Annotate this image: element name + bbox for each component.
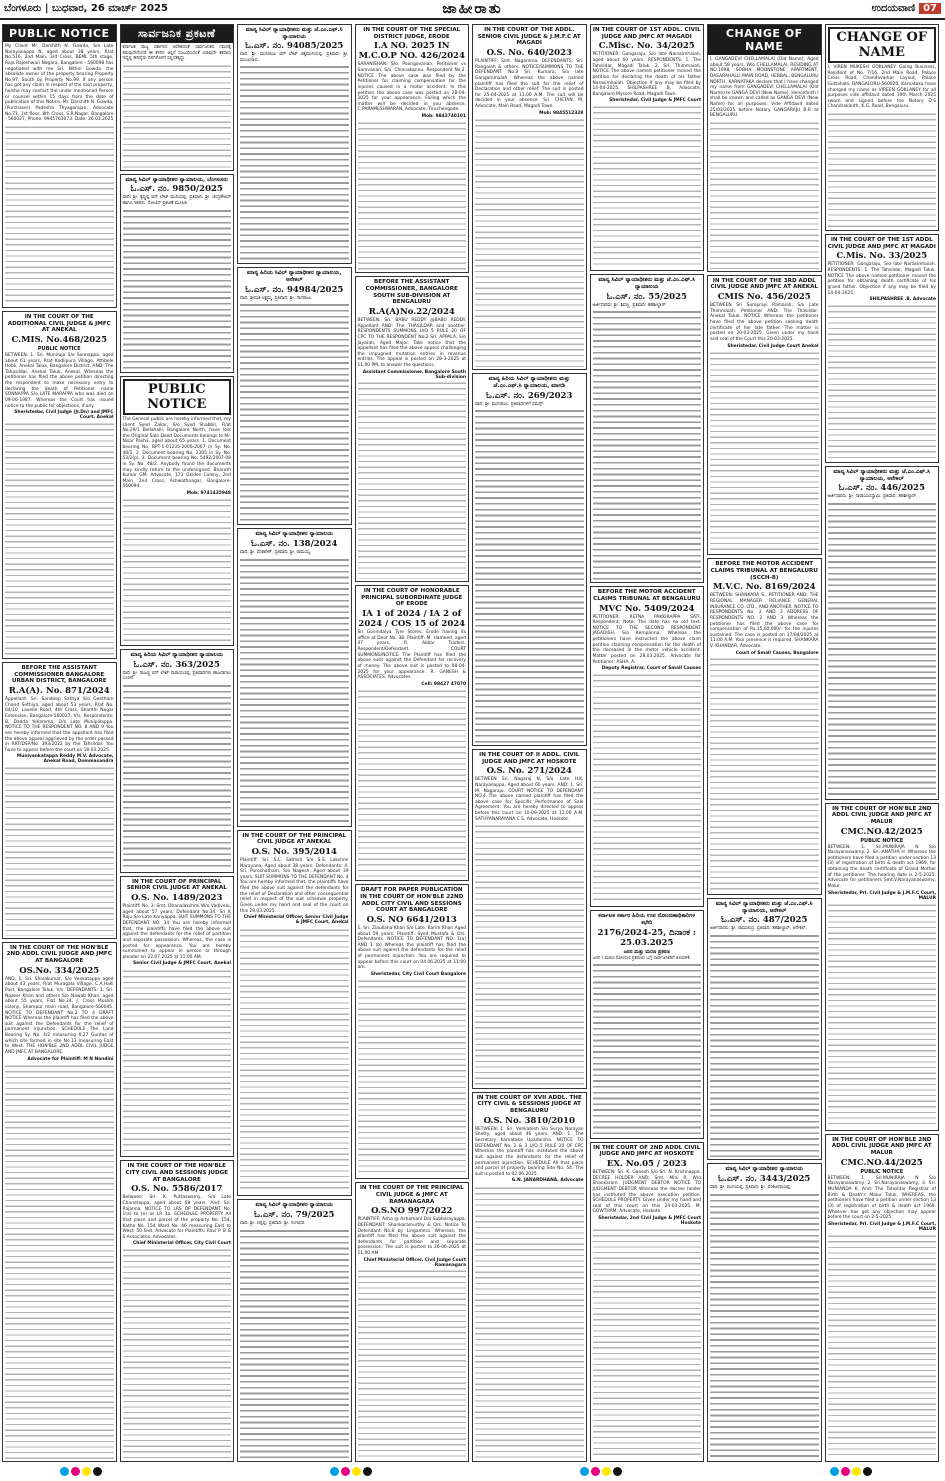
court-name: IN THE COURT OF 2ND ADDL CIVIL JUDGE AND JMFC AT HOSKOTE	[593, 1144, 701, 1158]
notice-header: CHANGE OF NAME	[708, 25, 821, 55]
legal-notice	[355, 884, 470, 1179]
column-6	[590, 24, 705, 1462]
notice-body: I, GANGADEVI CHELLAMALAI (Old Name), Aged about 58 years, W/o CHELLAMALAI, RESIDING AT NO.1098, SOBHA MOONSTONE APARTMENT, DASARAHALLI MAIN ROAD, HEBBAL, BENGALURU NORTH, KARNATAKA declare that I have changed my name from GANGADEVI CHELLAMALAI (Old Name) to GANGA DEVI (New Name). Henceforth I shall be known and called as GANGA DEVI (New Name) for all purposes. Vide Affidavit dated 25/03/2025 before Notary GANGARAJU B.R at BENGALURU.	[710, 57, 819, 119]
legal-notice	[472, 24, 587, 370]
page-number: 07	[919, 3, 941, 14]
notice-body: BETWEEN: 1. Sri. Venkatesh S/o Surya Narayan Shetty, aged about 46 years. AND: 1. The Secretary Karnataka Upadarsha. NOTICE TO DEFENDANT No. 2 & 3 U/O 5 RULE 20 OF CPC Whereas the plaintiff has instituted the above suit against the defendants for the relief of permanent injunction. SCHEDULE All that piece and parcel of property bearing Site No. 54. The suit is posted to 02.06.2025.	[475, 1126, 584, 1177]
notice-fine-print	[358, 689, 467, 878]
notice-body: BETWEEN Sri Sumprayi Ramaiah, S/o Late Thimmaiah. Petitioner AND: The Thasildar, Anekal Taluk. NOTICE Whereas the petitioner have filed the above petition seeking death certificate of her late father. The matter is posted on 20-03-2025. Given under my hand and seal of the Court this 20-03-2025.	[710, 303, 819, 342]
notice-header: ಸಾರ್ವಜನಿಕ ಪ್ರಕಟಣೆ	[121, 25, 234, 43]
column-8	[825, 24, 940, 1462]
notice-body: Appellant: Sri. Sandeep Sathya S/o Geetham Chand Sethiya, aged about 53 years, R/at No. 64/10, Lavelle Road, 4th Cross, Shanthi Nagar Extension, Bangalore-560027. V/s. Respondents: B. Dadda Yellamma, D/o Late Munipillappa. NOTICE TO THE RESPONDENT NO. 8 AND 9 You are hereby informed that the appellant has filed the above appeal aggrieved by the order passed in RRT/DSP/No. 393/2022 by the Tahsildar. You have to appear before the court on 18.03.2025.	[5, 697, 114, 753]
notice-fine-print	[828, 1234, 937, 1459]
notice-signature: Chief Ministerial Officer, Senior Civil Judge & JMFC Court, Anekal	[243, 915, 349, 926]
column-1	[2, 24, 117, 1462]
notice-signature: Sheristedar, Civil Judge (Jr.Dn) and JMFC Court, Anekal	[14, 410, 114, 421]
registration-marks-right	[830, 1467, 872, 1476]
notice-fine-print	[5, 125, 114, 305]
notice-body: BETWEEN: SHANKARA S., PETITIONER AND: THE REGIONAL MANAGER RELIANCE GENERAL INSURANCE CO. LTD., AND ANOTHER. NOTICE TO RESPONDENTS No. 2 AND 3 ADDRESS OF RESPONDENTS NO. 2 AND 3 Whereas the petitioner has filed the above case for compensation of Rs.15,00,000/- for the injuries sustained. The case is posted on 17/04/2025 at 11:00 A.M. Your presence is required. SHANKARA V. KHANDAR, Advocate.	[710, 593, 819, 650]
case-number: O.S.NO 997/2022	[371, 1206, 453, 1217]
notice-fine-print	[710, 657, 819, 891]
court-name: IN THE COURT OF THE SPECIAL DISTRICT JUDGE, ERODE	[363, 27, 461, 40]
paper-name: ಉದಯವಾಣಿ	[871, 3, 916, 14]
notice-body: PETITIONER: RETNA PAKKIRAPPA SATI. Respondent: Note: The date has no old text. NOTICE TO THE SECOND RESPONDENT JAGADISH, S/o Kempanna. Whereas the petitioners have instructed the above claim petition claiming compensation for the death of the deceased in the motor vehicle accident. Matter posted on 28.03.2025. Advocate for Petitioner: ASHA. A.	[592, 614, 701, 665]
legal-notice	[825, 234, 940, 463]
masthead-date: ಬೆಂಗಳೂರು | ಬುಧವಾರ, 26 ಮಾರ್ಚ್ 2025	[4, 3, 168, 14]
legal-notice	[237, 830, 352, 1196]
legal-notice	[2, 24, 117, 308]
court-name: IN THE COURT OF THE ADDL. SENIOR CIVIL JUDGE & J.M.F.C AT MAGADI	[477, 27, 581, 47]
notice-fine-print	[710, 1193, 819, 1459]
notice-body: PETITIONER: Gangaraju, S/o late Narasimhaiah. RESPONDENTS: 1. The Tahsildar, Magadi Taluk. NOTICE The above named petitioner moved the petition for obtaining death certificate of his grand father. Objection if any may be filed by 14-04-2025.	[827, 262, 936, 296]
notice-fine-print	[475, 118, 584, 367]
registration-dot	[71, 1467, 80, 1476]
notice-body: ವಾದಿ: ಶ್ರೀ. ಕೃಷ್ಣಪ್ಪ ಬಿನ್ ಲೇಟ್ ಮುನಿಯಪ್ಪ. ಪ್ರತಿವಾದಿ: ಶ್ರೀ. ಚಂದ್ರಶೇಖರ್ ಹಾಗೂ ಇತರರು. ನೋಟಿಸ್ ಪ್ರಕಟಣೆ ಮೂಲಕ.	[122, 195, 231, 206]
case-number: ಓ.ಎಸ್. ನಂ. 79/2025	[254, 1209, 335, 1220]
notice-fine-print	[358, 381, 467, 579]
court-name: BEFORE THE MOTOR ACCIDENT CLAIMS TRIBUNAL AT BENGALURU (SCCH-8)	[710, 561, 818, 581]
court-name: DRAFT FOR PAPER PUBLICATION IN THE COURT OF HON'BLE 22ND ADDL CITY CIVIL AND SESSIONS COURT AT BANGALORE	[360, 887, 464, 914]
notice-body: 1. Sri. Ziaullaha Khan S/o Late. Karim Khan Aged about 59 years. Plaintiff. Syed Mustafa & Ors. Defendants. NOTICE TO DEFENDANT NO. 1(a) AND 1 (b) Whereas the plaintiff has filed the above suit against the defendants for the relief of permanent injunction. You are required to appear before this court on 04.06.2025 at 11:00 am.	[357, 925, 466, 971]
case-number: ಓ.ಎಸ್. ನಂ. 94085/2025	[245, 41, 344, 52]
notice-fine-print	[358, 1269, 467, 1459]
notice-subheading: ಜನನ ಮತ್ತು ಮರಣ ಪ್ರಕರಣ	[623, 948, 670, 955]
legal-notice	[707, 275, 822, 556]
notice-body: PLAINTIFF: Smt. Nagamma. DEFENDANTS: Sri. Rangaiah & others. NOTICE/SUMMONS TO THE DEFENDANT No.3 Sri. Kumara, S/o late Gangammaiah. Whereas the above named plaintiff has filed the suit for the relief of Declaration and other relief. The suit is posted for 25-04-2025 at 11.00 A.M. The suit will be decided in your absence. Sri. CHETAN. M, Advocate, Main Road, Magadi Town.	[475, 59, 584, 110]
court-name: IN THE COURT OF THE ADDITIONAL CIVIL JUDGE & JMFC AT ANEKAL	[7, 313, 111, 334]
notice-fine-print	[593, 310, 702, 580]
court-name: IN THE COURT OF THE 1ST ADDL CIVIL JUDGE AND JMFC AT MAGADI	[827, 237, 936, 250]
notice-fine-print	[475, 824, 584, 1086]
notice-fine-print	[828, 903, 937, 1128]
notice-signature: SHILPASHREE .B, Advocate	[869, 297, 936, 303]
notice-body: ವಾದಿ: ಶ್ರೀ. ರಾಜಣ್ಣ ಬಿನ್ ಲೇಟ್ ನಾರಾಯಣಪ್ಪ. ಪ್ರತಿವಾದಿಗಳು ಹಾಜರಾಗಲು ಸೂಚನೆ.	[122, 670, 231, 682]
court-name: IN THE COURT OF THE 3RD ADDL CIVIL JUDGE AND JMFC AT ANEKAL	[710, 277, 819, 291]
registration-marks-center-left	[330, 1467, 372, 1476]
notice-signature: Court of Small Causes, Bangalore	[735, 650, 819, 656]
notice-fine-print	[240, 1229, 349, 1459]
notice-body: ವಾದಿ: ಶ್ರೀಮತಿ ಲಕ್ಷ್ಮಮ್ಮ. ಪ್ರತಿವಾದಿ: ಶ್ರೀ. ನಾಗರಾಜು.	[240, 295, 313, 301]
court-name: ಮಾನ್ಯ ಸಿವಿಲ್ ನ್ಯಾಯಾಧೀಶರ ನ್ಯಾಯಾಲಯ	[255, 1201, 334, 1208]
notice-subheading: PUBLIC NOTICE	[37, 345, 81, 352]
case-number: O.S. No. 3810/2010	[483, 1115, 575, 1126]
notice-signature: Sheristedar, Civil Judge Court Anekal	[727, 343, 819, 349]
case-number: R.A(A). No. 871/2024	[8, 686, 110, 697]
court-name: IN THE COURT OF THE PRINCIPAL CIVIL JUDGE AT ANEKAL	[242, 832, 347, 846]
notice-fine-print	[240, 928, 349, 1193]
column-3	[237, 24, 352, 1462]
case-number: O.S. NO 6641/2013	[366, 914, 457, 925]
legal-notice	[707, 24, 822, 272]
notice-header: PUBLIC NOTICE	[3, 25, 116, 42]
notice-fine-print	[475, 1186, 584, 1459]
court-name: IN THE COURT OF XVII ADDL. THE CITY CIVIL & SESSIONS JUDGE AT BENGALURU	[476, 1094, 582, 1115]
notice-fine-print	[123, 209, 232, 370]
court-name: IN THE COURT OF THE HON'BLE 2ND ADDL CIVIL JUDGE AND JMFC AT BANGALORE	[6, 944, 112, 965]
notice-signature: G.N. JANARDHANA, Advocate	[511, 1178, 584, 1184]
court-name: ಮಾನ್ಯ ಸಿವಿಲ್ ನ್ಯಾಯಾಧೀಶರು ಮತ್ತು ಜೆ.ಎಂ.ಎಫ್.ಸಿ ನ್ಯಾಯಾಲಯ, ಆನೇಕಲ್	[715, 900, 813, 914]
legal-notice	[472, 749, 587, 1089]
notice-body: Plaintiff: Sri. S.L. Sathish S/o S.S. Lakshmi Narayana, Aged about 38 years. Defendants: 4. Sri. Puroshotham, S/o Nagesh, Aged about 39 years. SUIT SUMMONS TO THE DEFENDANT No. 4 You are hereby informed that, the plaintiffs have filed the above suit against the defendants for the relief of Declaration and other consequential relief in respect of the suit schedule property. Given under my hand and seal of the court on this 29.03.2025.	[240, 857, 349, 914]
court-name: IN THE COURT OF II ADDL. CIVIL JUDGE AND JMFC AT HOSKOTE	[479, 751, 580, 765]
legal-notice	[825, 803, 940, 1131]
notice-body: PLAINTIFF: Asha @ Ashamani D/o Subbarayappa. DEFENDANT: Shankaramurthy & Ors. Notice To Defendant No.8 by Lingamma. Whereas, the plaintiff has filed the above suit against the defendants for partition and separate possession. The suit is posted to 26-06-2025 at 11.00 AM.	[357, 1217, 466, 1257]
case-number: ಓ.ಎಸ್. ನಂ. 94984/2025	[245, 284, 344, 295]
legal-notice	[120, 24, 235, 171]
legal-notice	[2, 662, 117, 939]
notice-signature: Cell: 98427 47070	[421, 681, 466, 687]
notice-header: PUBLIC NOTICE	[123, 379, 232, 415]
notice-fine-print	[358, 979, 467, 1176]
notice-body: Between: Sri. K. Puttaswamy, S/o Late Chandrappa, aged about 68 years. And: Sri. Rajanna. NOTICE TO LRS OF DEFENDANT No. 1(a) to (e) as LR 1a. SCHEDULE PROPERTY All that piece and parcel of the property No. 154, Katha No. 154 Ward No. 46 measuring East to West: 50 feet. Advocate for Plaintiffs: Ravi P. B & S Associates, Advocates.	[122, 1195, 231, 1240]
notice-body: ಕರ್ನಾಟಕ ರಾಜ್ಯ ಸರ್ಕಾರದ ಆದೇಶದಂತೆ ಸಾರ್ವಜನಿಕರ ಗಮನಕ್ಕೆ ತರುವುದೇನೆಂದರೆ ಈ ಕೆಳಗಿನ ಆಸ್ತಿಗೆ ಸಂಬಂಧಿಸಿದಂತೆ ಯಾವುದೇ ತಕರಾರು ಇದ್ದಲ್ಲಿ ಹದಿನೈದು ದಿನಗಳೊಳಗೆ ಸಲ್ಲಿಸತಕ್ಕದ್ದು.	[122, 45, 231, 62]
legal-notice	[590, 586, 705, 907]
notice-body: ಅರ್ಜಿದಾರರು: ಶ್ರೀ. ರಾಮಚಂದ್ರ. ಪ್ರತಿವಾದಿ: ತಹಶೀಲ್ದಾರ್, ಆನೇಕಲ್.	[710, 926, 808, 932]
case-number: 2176/2024-25, ದಿನಾಂಕ : 25.03.2025	[597, 927, 697, 948]
case-number: O.S. No. 640/2023	[486, 48, 572, 59]
classifieds-page	[2, 24, 943, 1462]
court-name: ಮಾನ್ಯ ಹಿರಿಯ ಸಿವಿಲ್ ನ್ಯಾಯಾಧೀಶರ ನ್ಯಾಯಾಲಯ, ಆನೇಕಲ್	[247, 270, 342, 284]
legal-notice	[120, 1160, 235, 1462]
notice-body: BETWEEN: Sri. BABU REDDY @BABU REDDY. Appellant AND: The THASILDAR and another. RESPONDENTS SUMMONS U/O 5 RULE 20 OF CPC TO THE RESPONDENT No.2 Sri. APPALA, S/o Jayarah, Aged Major. Take notice that the appellant has filed the above appeal challenging the impugned mutation entries in revenue entries. The appeal is posted on 28-3-2025 at 11.00 PM, to answer the questions.	[357, 318, 466, 369]
notice-fine-print	[240, 65, 349, 261]
case-number: C.MIS. No.468/2025	[11, 334, 107, 345]
court-name: ಮಾನ್ಯ ಸಿವಿಲ್ ನ್ಯಾಯಾಧೀಶರು ಮತ್ತು ಜೆ.ಎಂ.ಎಫ್.ಸಿ ನ್ಯಾಯಾಲಯ	[598, 277, 696, 290]
notice-signature: Mob: 9741435948	[186, 491, 231, 497]
notice-signature: Sheristedar, Civil Judge & JMFC Court	[609, 98, 701, 104]
case-number: ಓ.ಎಸ್. ನಂ. 446/2025	[838, 483, 925, 494]
legal-notice	[2, 311, 117, 659]
legal-notice	[707, 558, 822, 894]
case-number: I.A NO. 2025 IN M.C.O.P NO. 426/2024	[358, 41, 465, 62]
court-name: BEFORE THE MOTOR ACCIDENT CLAIMS TRIBUNAL AT BENGALURU	[593, 589, 701, 602]
notice-body: BETWEEN: 1. Sri.MUNIRAJA N S/o Narayanaswamy. 2. Sri. ANATHA H. Whereas the petitioners have filed a petition under section 13 (3) of registration of birth & death act 1969, for obtaining the death certificate of Grand Mother of the petitioner. The hearing date is 2-5-2025. Advocate for petitioners Smt.V.Narayanaswamy, Malur.	[827, 844, 936, 889]
notice-signature: Chief Ministerial Officer, City Civil Court	[132, 1241, 231, 1247]
notice-fine-print	[710, 121, 819, 269]
column-5	[472, 24, 587, 1462]
legal-notice	[825, 24, 940, 231]
notice-signature: Mob: 9845512328	[539, 110, 584, 116]
notice-signature: Sheristedar, 2nd Civil Judge & JMFC Court Hoskote	[598, 1216, 701, 1227]
court-name: ಕರ್ನಾಟಕ ಸರ್ಕಾರ ಹಿರಿಯ ಉಪ ನೋಂದಣಾಧಿಕಾರಿಗಳ ಕಛೇರಿ	[598, 913, 696, 926]
column-4	[355, 24, 470, 1462]
notice-fine-print	[710, 934, 819, 1157]
notice-body: Sri Govindaiya Tyre Stores, Erode having its office at Door No. 38. Plaintiff. M. Hameed, aged 47 years, R. Akbar Traders. Respondent/Defendant. COURT SUMMONS/NOTICE The Plaintiff has filed the above suits against the Defendant for recovery of money. The above suit is posted to 08-04-2025 for your appearance. R. GANESH & ASSOCIATES, Advocates.	[357, 630, 466, 681]
legal-notice	[590, 910, 705, 1139]
court-name: IN THE COURT OF HON'BLE 2ND ADDL CIVIL JUDGE AND JMFC AT MALUR	[831, 1136, 932, 1157]
notice-subheading: PUBLIC NOTICE	[860, 1168, 904, 1175]
notice-fine-print	[123, 64, 232, 168]
notice-fine-print	[593, 1228, 702, 1459]
court-name: IN THE COURT OF THE PRINCIPAL CIVIL JUDGE & JMFC AT RAMANAGARA	[359, 1185, 464, 1205]
column-2	[120, 24, 235, 1462]
notice-signature: Sheristedar, City Civil Court Bangalore	[370, 971, 466, 977]
legal-notice	[825, 466, 940, 800]
case-number: CMC.NO.42/2025	[840, 826, 923, 837]
case-number: C.Mis. No. 33/2025	[836, 251, 928, 262]
registration-dot	[841, 1467, 850, 1476]
legal-notice	[2, 942, 117, 1462]
legal-notice	[120, 174, 235, 373]
court-name: ಮಾನ್ಯ ಸಿವಿಲ್ ನ್ಯಾಯಾಧೀಶರು ಮತ್ತು ಜೆ.ಎಂ.ಎಫ್.ಸಿ ನ್ಯಾಯಾಲಯ	[245, 27, 343, 40]
court-name: ಮಾನ್ಯ ಸಿವಿಲ್ ನ್ಯಾಯಾಧೀಶರು ಮತ್ತು ಜೆ.ಎಂ.ಎಫ್.ಸಿ ನ್ಯಾಯಾಲಯ, ಆನೇಕಲ್	[833, 468, 931, 482]
case-number: CMC.NO.44/2025	[840, 1157, 923, 1168]
notice-body: BETWEEN: 1. Sri. Muniraju S/o Sonnappa, aged about 61 years, R/at Kodlipura Village, Attibele Hobli, Anekal Taluk, Bangalore District. AND: The Tahasildar, Anekal Taluk, Anekal. Whereas the petitioner has filed the above petition directing the respondent to make necessary entry to declaring the death of Petitioner name SONNAPPA S/o LATE MARAPPA who was died on 09-06-1987. Whereas the Court has issued notice to the public for objections, if any.	[5, 352, 114, 409]
notice-subheading: PUBLIC NOTICE	[860, 837, 904, 844]
notice-fine-print	[710, 351, 819, 553]
notice-signature: Deputy Registrar, Court of Small Causes	[601, 666, 701, 672]
notice-body: ವಾದಿ: ಶ್ರೀ. ಚನ್ನಪ್ಪ. ಪ್ರತಿವಾದಿ: ಶ್ರೀ. ಗಂಗಾಧರ.	[240, 1220, 306, 1226]
masthead-paper-name	[872, 3, 941, 14]
notice-body: ವಾದಿ: ಶ್ರೀ. ಮುನಿಯಪ್ಪ. ಪ್ರತಿವಾದಿ: ಶ್ರೀ. ವೆಂಕಟರಮಣಪ್ಪ.	[710, 1184, 792, 1190]
notice-body: ಜನನ / ಮರಣ ನೋಂದಣಿ ಪ್ರಕರಣದ ಬಗ್ಗೆ ಸಾರ್ವಜನಿಕರಿಗೆ ತಿಳುವಳಿಕೆ.	[592, 955, 691, 961]
print-footer	[0, 1463, 945, 1481]
case-number: ಓ.ಎಸ್. ನಂ. 138/2024	[251, 539, 338, 550]
case-number: IA 1 of 2024 / IA 2 of 2024 / COS 15 of 2024	[358, 609, 466, 630]
masthead-section-title: ಜಾಹೀರಾತು	[442, 1, 503, 17]
registration-dot	[352, 1467, 361, 1476]
notice-body: BETWEEN: Sri. K. Ganesh S/o Sri. N. Krishnappa. DECREE HOLDER AND: Smt. Mini R. W/o Shankaram. JUDGMENT DEBTOR NOTICE TO JUDGMENT DEBTOR Whereas the decree holder has instituted the above execution petition. SCHEDULE PROPERTY. Given under my hand and seal of this court on this 24-03-2025. M. GOWTHAM, Advocate, Hoskote.	[592, 1170, 701, 1215]
legal-notice	[237, 24, 352, 264]
registration-dot	[341, 1467, 350, 1476]
registration-dot	[60, 1467, 69, 1476]
registration-marks-center-right	[580, 1467, 622, 1476]
court-name: ಮಾನ್ಯ ಹಿರಿಯ ಸಿವಿಲ್ ನ್ಯಾಯಾಧೀಶರು ಮತ್ತು ಜೆ.ಎಂ.ಎಫ್.ಸಿ ನ್ಯಾಯಾಲಯ, ಮಾಗಡಿ	[488, 376, 570, 389]
case-number: O.S. No. 1489/2023	[131, 893, 223, 904]
legal-notice	[120, 649, 235, 873]
legal-notice	[707, 898, 822, 1160]
court-name: ಮಾನ್ಯ ಹಿರಿಯ ಸಿವಿಲ್ ನ್ಯಾಯಾಧೀಶರ ನ್ಯಾಯಾಲಯ	[130, 651, 223, 658]
court-name: BEFORE THE ASSISTANT COMMISSIONER, BANGALORE SOUTH SUB-DIVISION AT BENGALURU	[365, 279, 458, 306]
case-number: EX. No.05 / 2023	[606, 1159, 687, 1170]
legal-notice	[590, 274, 705, 583]
notice-fine-print	[5, 766, 114, 936]
notice-fine-print	[358, 121, 467, 270]
notice-fine-print	[828, 112, 937, 228]
notice-body: I, VIREN MUKESH GOKLANEY Going Business, Resident of No. 7/16, 2nd Main Road, Palace Cross Road, Chandavarkar Layout, Palace Guttahalli, BANGALORU-560020, Karnataka have changed my name as VIREEN GOKLANEY for all purposes vide affidavit dated 19th March 2025 sworn and signed before the Notary D.S Chandrakanth, K.G. Road, Bengaluru.	[827, 65, 936, 110]
notice-body: ವಾದಿ: ಶ್ರೀ. ಮುನಿರಾಜು. ಪ್ರತಿವಾದಿಗಳಿಗೆ ಸಮನ್ಸ್.	[475, 401, 545, 407]
legal-notice	[237, 267, 352, 525]
registration-dot	[330, 1467, 339, 1476]
case-number: M.V.C. No. 8169/2024	[712, 582, 816, 593]
notice-header: CHANGE OF NAME	[828, 27, 937, 63]
court-name: IN THE COURT OF PRINCIPAL SENIOR CIVIL JUDGE AT ANEKAL	[126, 878, 227, 892]
legal-notice	[707, 1163, 822, 1462]
court-name: IN THE COURT OF HONORABLE PRINCIPAL SUBORDINATE JUDGE OF ERODE	[361, 588, 463, 608]
notice-signature: Sheristedar, Prl. Civil Judge & J.M.F.C Court, MALUR	[828, 1221, 936, 1232]
registration-dot	[82, 1467, 91, 1476]
notice-body: The General public are hereby informed that, my client Syed Zakar, S/o Syed Shabbir, R/at No.29/1 Bellahalli, Bangalore North, have lost the Original Sale Deed Documents belongs to Mr. Nisar Pasha, aged about 65 years. 1. Document bearing No. BPT-1-01235-2006-2007 in Sy. No. 48/1. 2. Document bearing No. 2305 in Sy. No. 53/2(p). 3. Document bearing No. 5492/2007-08 in Sy. No. 48/2. Anybody found the documents may kindly return to the undersigned. Bharath Kumar GM, Advocate, 173 Oxides Colony, 2nd Main, 2nd Cross, Ashwathnagar, Bangalore-560094.	[122, 416, 231, 490]
column-7	[707, 24, 822, 1462]
case-number: ಓ.ಎಸ್. ನಂ. 487/2025	[721, 915, 808, 926]
court-name: IN THE COURT OF THE HON'BLE CITY CIVIL AND SESSIONS JUDGE AT BANGALORE	[125, 1163, 229, 1183]
case-number: O.S. No. 395/2014	[251, 846, 337, 857]
notice-signature: Sheristedar, Prl. Civil Judge & J.M.F.C Court, MALUR	[828, 890, 936, 901]
registration-dot	[863, 1467, 872, 1476]
legal-notice	[472, 1092, 587, 1462]
court-name: ಮಾನ್ಯ ಸಿವಿಲ್ ನ್ಯಾಯಾಧೀಶರ ನ್ಯಾಯಾಲಯ	[255, 531, 334, 538]
legal-notice	[355, 585, 470, 881]
court-name: BEFORE THE ASSISTANT COMMISSIONER BANGALORE URBAN DISTRICT, BANGALORE	[11, 665, 107, 685]
case-number: O.S. No. 271/2024	[486, 766, 572, 777]
legal-notice	[825, 1134, 940, 1462]
case-number: R.A(A)No.22/2024	[368, 307, 455, 318]
notice-body: Plaintiff: No. 3: Smt. Dhanalakshmi W/o Vadivelu, aged about 57 years. Defendant No.34: Sri K Raju S/o Late Kariyappa. SUIT SUMMONS TO THE DEFENDANT NO. 34 You are hereby informed that, the plaintiffs have filed the above suit against the defendants for the relief of partition and separate possession. Whereas, the case is posted for appearance. You are hereby summoned to appear in person or through pleader on 22.07.2025 at 11:00 AM.	[122, 904, 231, 960]
case-number: MVC No. 5409/2024	[599, 603, 695, 614]
case-number: C.Misc. No. 34/2025	[598, 41, 695, 52]
registration-dot	[613, 1467, 622, 1476]
registration-dot	[830, 1467, 839, 1476]
legal-notice	[355, 276, 470, 582]
notice-fine-print	[475, 409, 584, 743]
legal-notice	[355, 24, 470, 273]
notice-body: ಅರ್ಜಿದಾರರು: ಶ್ರೀ. ಶಿವಣ್ಣ. ಪ್ರತಿವಾದಿ: ತಹಶೀಲ್ದಾರ್.	[592, 302, 667, 308]
registration-dot	[363, 1467, 372, 1476]
legal-notice	[472, 373, 587, 746]
registration-dot	[591, 1467, 600, 1476]
legal-notice	[120, 376, 235, 646]
notice-fine-print	[123, 498, 232, 643]
notice-fine-print	[123, 969, 232, 1155]
notice-fine-print	[828, 502, 937, 797]
court-name: ಮಾನ್ಯ ಸಿವಿಲ್ ನ್ಯಾಯಾಧೀಶರ ನ್ಯಾಯಾಲಯ, ಬೆಂಗಳೂರು	[125, 176, 228, 183]
notice-fine-print	[593, 673, 702, 904]
notice-fine-print	[828, 304, 937, 460]
notice-body: ಅರ್ಜಿದಾರರು: ಶ್ರೀ. ನಾರಾಯಣಸ್ವಾಮಿ. ಪ್ರತಿವಾದಿ: ತಹಶೀಲ್ದಾರ್.	[827, 494, 918, 500]
notice-body: PETITIONER: Gangaraju, S/o late Narasimhaiah, aged about 60 years. RESPONDENTS: 1. The Tahsildar, Magadi Taluk. 2. Sri. Thimmaiah. NOTICE The above named petitioner moved the petition for declaring the death of his father Narasimhaiah. Objection if any may be filed by 14-04-2025. SHILPASHREE .B, Advocate, Bangalore Mysore Road, Magadi Town.	[592, 52, 701, 97]
notice-fine-print	[5, 422, 114, 656]
legal-notice	[120, 876, 235, 1158]
registration-dot	[602, 1467, 611, 1476]
registration-dot	[93, 1467, 102, 1476]
notice-body: SARANISHAN, S/o. Poongovanan. Petitioner vs Sarovanan, S/o. Chinnakannu. Respondent No.2. NOTICE The above case was filed by the Petitioner for claiming compensation for the injuries caused in a motor accident. In this petition the above case was posted on 28-04-2025 for your appearance. Failing which the matter will be decided in you absence. C.PARAMESHWARAN, Advocate, Tiruchengode.	[357, 62, 466, 113]
legal-notice	[355, 1182, 470, 1462]
registration-dot	[580, 1467, 589, 1476]
notice-body: ವಾದಿ: ಶ್ರೀ. ಮುನಿರಾಜು ಬಿನ್ ಲೇಟ್ ಚಿಕ್ಕಮುನಿಯಪ್ಪ. ಪ್ರತಿವಾದಿ: ಶ್ರೀ. ಮಂಜುನಾಥ.	[240, 52, 349, 64]
case-number: CMIS No. 456/2025	[717, 292, 811, 303]
court-name: ಮಾನ್ಯ ಸಿವಿಲ್ ನ್ಯಾಯಾಧೀಶರ ನ್ಯಾಯಾಲಯ	[725, 1166, 804, 1173]
court-name: IN THE COURT OF HON'BLE 2ND ADDL CIVIL JUDGE AND JMFC AT MALUR	[831, 805, 932, 825]
notice-body: BETWEEN Sri. Nagaraj N, S/o. Late H.K. Narayanappa, Aged about 60 years. AND: 1. Sri. M. Nagaraju. COURT NOTICE TO DEFENDANT NO.4 The above named plaintiff has filed the above case for Specific Performance of Sale Agreement. You are hereby directed to appear before this court on 10-09-2025 at 11.00 A.M. SATHYANARAYANA C.S, Advocate, Hoskote.	[475, 777, 584, 822]
court-name: IN THE COURT OF 1ST ADDL. CIVIL JUDGE AND JMFC AT MAGADI	[592, 27, 701, 40]
notice-fine-print	[593, 105, 702, 268]
notice-fine-print	[593, 963, 702, 1136]
notice-signature: Assistant Commissioner, Bangalore South Sub-division	[362, 369, 466, 380]
case-number: O.S. No. 5586/2017	[131, 1184, 223, 1195]
registration-dot	[852, 1467, 861, 1476]
notice-fine-print	[5, 1064, 114, 1459]
masthead	[0, 0, 945, 20]
case-number: OS.No. 334/2025	[19, 965, 100, 976]
registration-marks-left	[60, 1467, 102, 1476]
legal-notice	[590, 24, 705, 271]
legal-notice	[237, 528, 352, 826]
notice-signature: Chief Ministerial Officer, Civil Judge Court Ramanagara	[363, 1257, 466, 1268]
notice-fine-print	[240, 303, 349, 522]
legal-notice	[237, 1199, 352, 1462]
notice-signature: Mob: 9843740101	[421, 114, 466, 120]
case-number: ಓ.ಎಸ್. ನಂ. 3443/2025	[718, 1173, 811, 1184]
notice-body: AND, 1. Sri. Shivakumar, S/o Venkatappa aged about 43 years, R/at Muragala Village, C.A.Halli Post, Bangalore Taluk. V/s. DEFENDANTS: 1. Sri. Nazeer Khan and others S/o Nawab Khan, aged about 55 years, Flat No.34, J. Cross Muslim colony, Shampur main road, Bangalore-560045. NOTICE TO DEFENDANT No.2 TO 4 DRAFT NOTICE Whereas the plaintiff has filed the above suit against the Defendants for the relief of permanent injunction. SCHEDULE The Land Bearing Sy. No. 4/2 measuring 0.27 Guntas of which site formed in site No.13 measuring East to West. THE HON'BLE 2ND ADDL CIVIL JUDGE AND JMFC AT BANGALORE.	[5, 976, 114, 1055]
notice-fine-print	[123, 684, 232, 870]
case-number: ಓ.ಎಸ್. ನಂ. 55/2025	[606, 291, 687, 302]
notice-signature: Senior Civil Judge & JMFC Court, Anekal	[133, 961, 231, 967]
case-number: ಓ.ಎಸ್. ನಂ. 9850/2025	[130, 184, 223, 195]
case-number: ಓ.ಎಸ್. ನಂ. 363/2025	[133, 659, 220, 670]
notice-signature: Advocate for Plaintiff: M N Nandini	[27, 1056, 114, 1062]
notice-body: My Client Mr. Darshith N. Gowda, S/o Late Narayanappa N, aged about 38 years, R/at No.516, 2nd Main, 3rd Cross, BEML 5th stage, Raja Rajeshwari Nagara, Bangalore - 560098 has negotiated with me Sri. Nithin Gowda. the absolute owner of the property bearing Property No.97, South by Property No.99. If any person has got any claim in respect of the said property, he/she may contact the under mentioned Person or counsel within 15 days from the date of publication of this Notice. Mr. Darshith N. Gowda, (Purchaser) Padesha Thyagarajan, Advocate No.71, 1st floor, 8th Cross, S.R.Nagar, Bangalore - 560027, Phone: 9945763073. Date: 26.03.2025	[5, 44, 114, 123]
notice-fine-print	[123, 1248, 232, 1459]
notice-body: ವಾದಿ: ಶ್ರೀ. ವೆಂಕಟೇಶ್. ಪ್ರತಿವಾದಿ: ಶ್ರೀ. ರಾಮಯ್ಯ.	[240, 550, 312, 556]
notice-body: BETWEEN: 1. Sri.MUNIRAJA N S/o Narayanaswamy. 2. Sri.Narayanaswamy, 3. Sri. MUNIANDA K. And: The Tahsildar Registrar of Birth & Death's Malur Taluk. WHEREAS, the petitioners have filed a petition under section 13 (3) of registration of birth & death act 1969. Whoever has got any objection may appear before the court on 2-5-2025.	[827, 1175, 936, 1221]
case-number: ಓ.ಎಸ್. ನಂ. 269/2023	[486, 390, 573, 401]
notice-fine-print	[240, 558, 349, 823]
legal-notice	[590, 1142, 705, 1462]
notice-signature: Munivenkatappa Reddy M.V, Advocate, Anekal Road, Dommasandra	[16, 754, 114, 765]
